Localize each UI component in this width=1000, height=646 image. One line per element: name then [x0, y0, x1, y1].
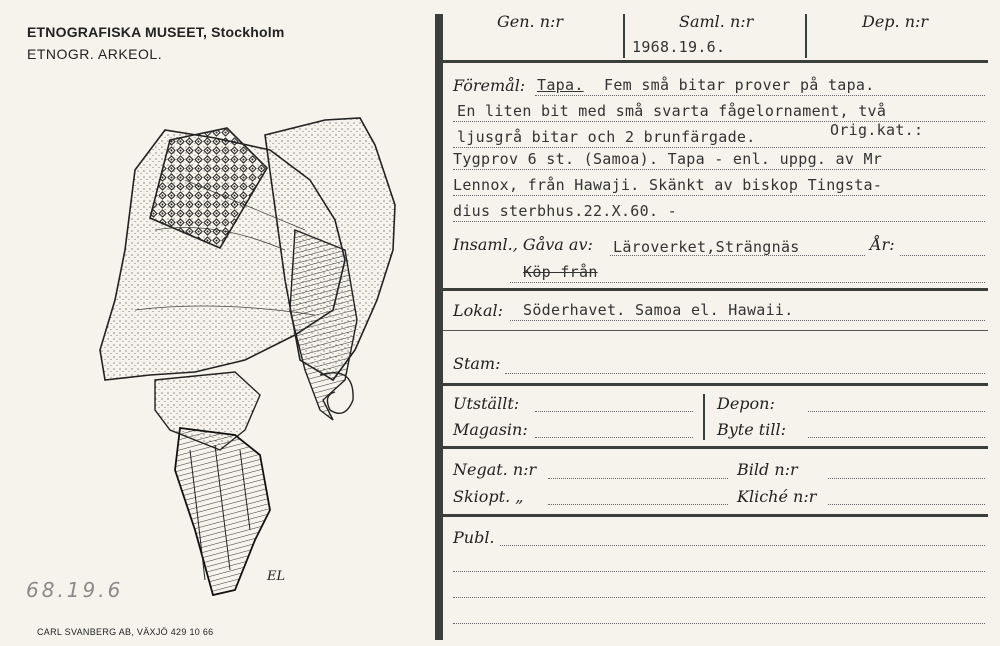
dotted-line [548, 478, 728, 479]
department-name: ETNOGR. ARKEOL. [27, 46, 163, 62]
dotted-line [535, 95, 985, 96]
negat-nr-label: Negat. n:r [453, 460, 537, 479]
insaml-label: Insaml., Gåva av: [453, 235, 593, 254]
foremal-label: Föremål: [453, 76, 526, 95]
magasin-label: Magasin: [453, 420, 528, 439]
utstallt-label: Utställt: [453, 394, 520, 413]
divider [703, 394, 705, 440]
dotted-line [828, 478, 985, 479]
publ-label: Publ. [453, 528, 495, 547]
skiopt-label: Skiopt. „ [453, 487, 524, 506]
byte-till-label: Byte till: [717, 420, 786, 439]
dotted-line [453, 195, 985, 196]
tapa-drawing [95, 110, 415, 610]
dotted-line [548, 504, 728, 505]
depon-label: Depon: [717, 394, 775, 413]
kop-from-struck: Köp från [523, 263, 598, 281]
rule [443, 288, 988, 291]
foremal-line: Tygprov 6 st. (Samoa). Tapa - enl. uppg. av Mr [453, 150, 883, 168]
rule [443, 514, 988, 517]
dotted-line [808, 411, 985, 412]
rule [443, 446, 988, 449]
dotted-line [808, 437, 985, 438]
artist-mark: EL [267, 569, 286, 584]
form-left-border [435, 14, 443, 640]
dotted-line [453, 147, 985, 148]
dep-nr-label: Dep. n:r [862, 12, 929, 31]
dotted-line [535, 437, 693, 438]
foremal-line: Orig.kat.: [830, 121, 924, 139]
rule [443, 330, 988, 331]
printer-imprint: CARL SVANBERG AB, VÄXJÖ 429 10 66 [37, 627, 214, 637]
divider [805, 14, 807, 58]
foremal-word: Tapa. [537, 76, 584, 94]
dotted-line [453, 221, 985, 222]
dotted-line [510, 282, 985, 283]
dotted-line [453, 169, 985, 170]
lokal-label: Lokal: [453, 301, 503, 320]
ar-label: År: [870, 235, 895, 254]
foremal-line: En liten bit med små svarta fågelornament, två [457, 102, 887, 120]
dotted-line [505, 373, 985, 374]
kliche-nr-label: Kliché n:r [737, 487, 817, 506]
handwritten-inventory-number: 68.19.6 [26, 578, 124, 602]
rule [443, 383, 988, 386]
dotted-line [900, 255, 985, 256]
saml-nr-value: 1968.19.6. [632, 38, 726, 56]
foremal-line: dius sterbhus.22.X.60. - [453, 202, 677, 220]
foremal-line: ljusgrå bitar och 2 brunfärgade. [457, 128, 756, 146]
dotted-line [510, 320, 985, 321]
foremal-line: Lennox, från Hawaji. Skänkt av biskop Tingsta- [453, 176, 883, 194]
bild-nr-label: Bild n:r [737, 460, 798, 479]
dotted-line [610, 255, 865, 256]
rule [443, 60, 988, 63]
dotted-line [535, 411, 693, 412]
lokal-value: Söderhavet. Samoa el. Hawaii. [523, 301, 794, 319]
dotted-line [828, 504, 985, 505]
insaml-value: Läroverket,Strängnäs [613, 238, 800, 256]
foremal-line: Fem små bitar prover på tapa. [604, 76, 875, 94]
dotted-line [500, 545, 985, 546]
stam-label: Stam: [453, 354, 501, 373]
saml-nr-label: Saml. n:r [679, 12, 754, 31]
dotted-line [453, 623, 985, 624]
divider [623, 14, 625, 58]
gen-nr-label: Gen. n:r [497, 12, 564, 31]
dotted-line [453, 571, 985, 572]
dotted-line [453, 597, 985, 598]
museum-name: ETNOGRAFISKA MUSEET, Stockholm [27, 24, 285, 40]
